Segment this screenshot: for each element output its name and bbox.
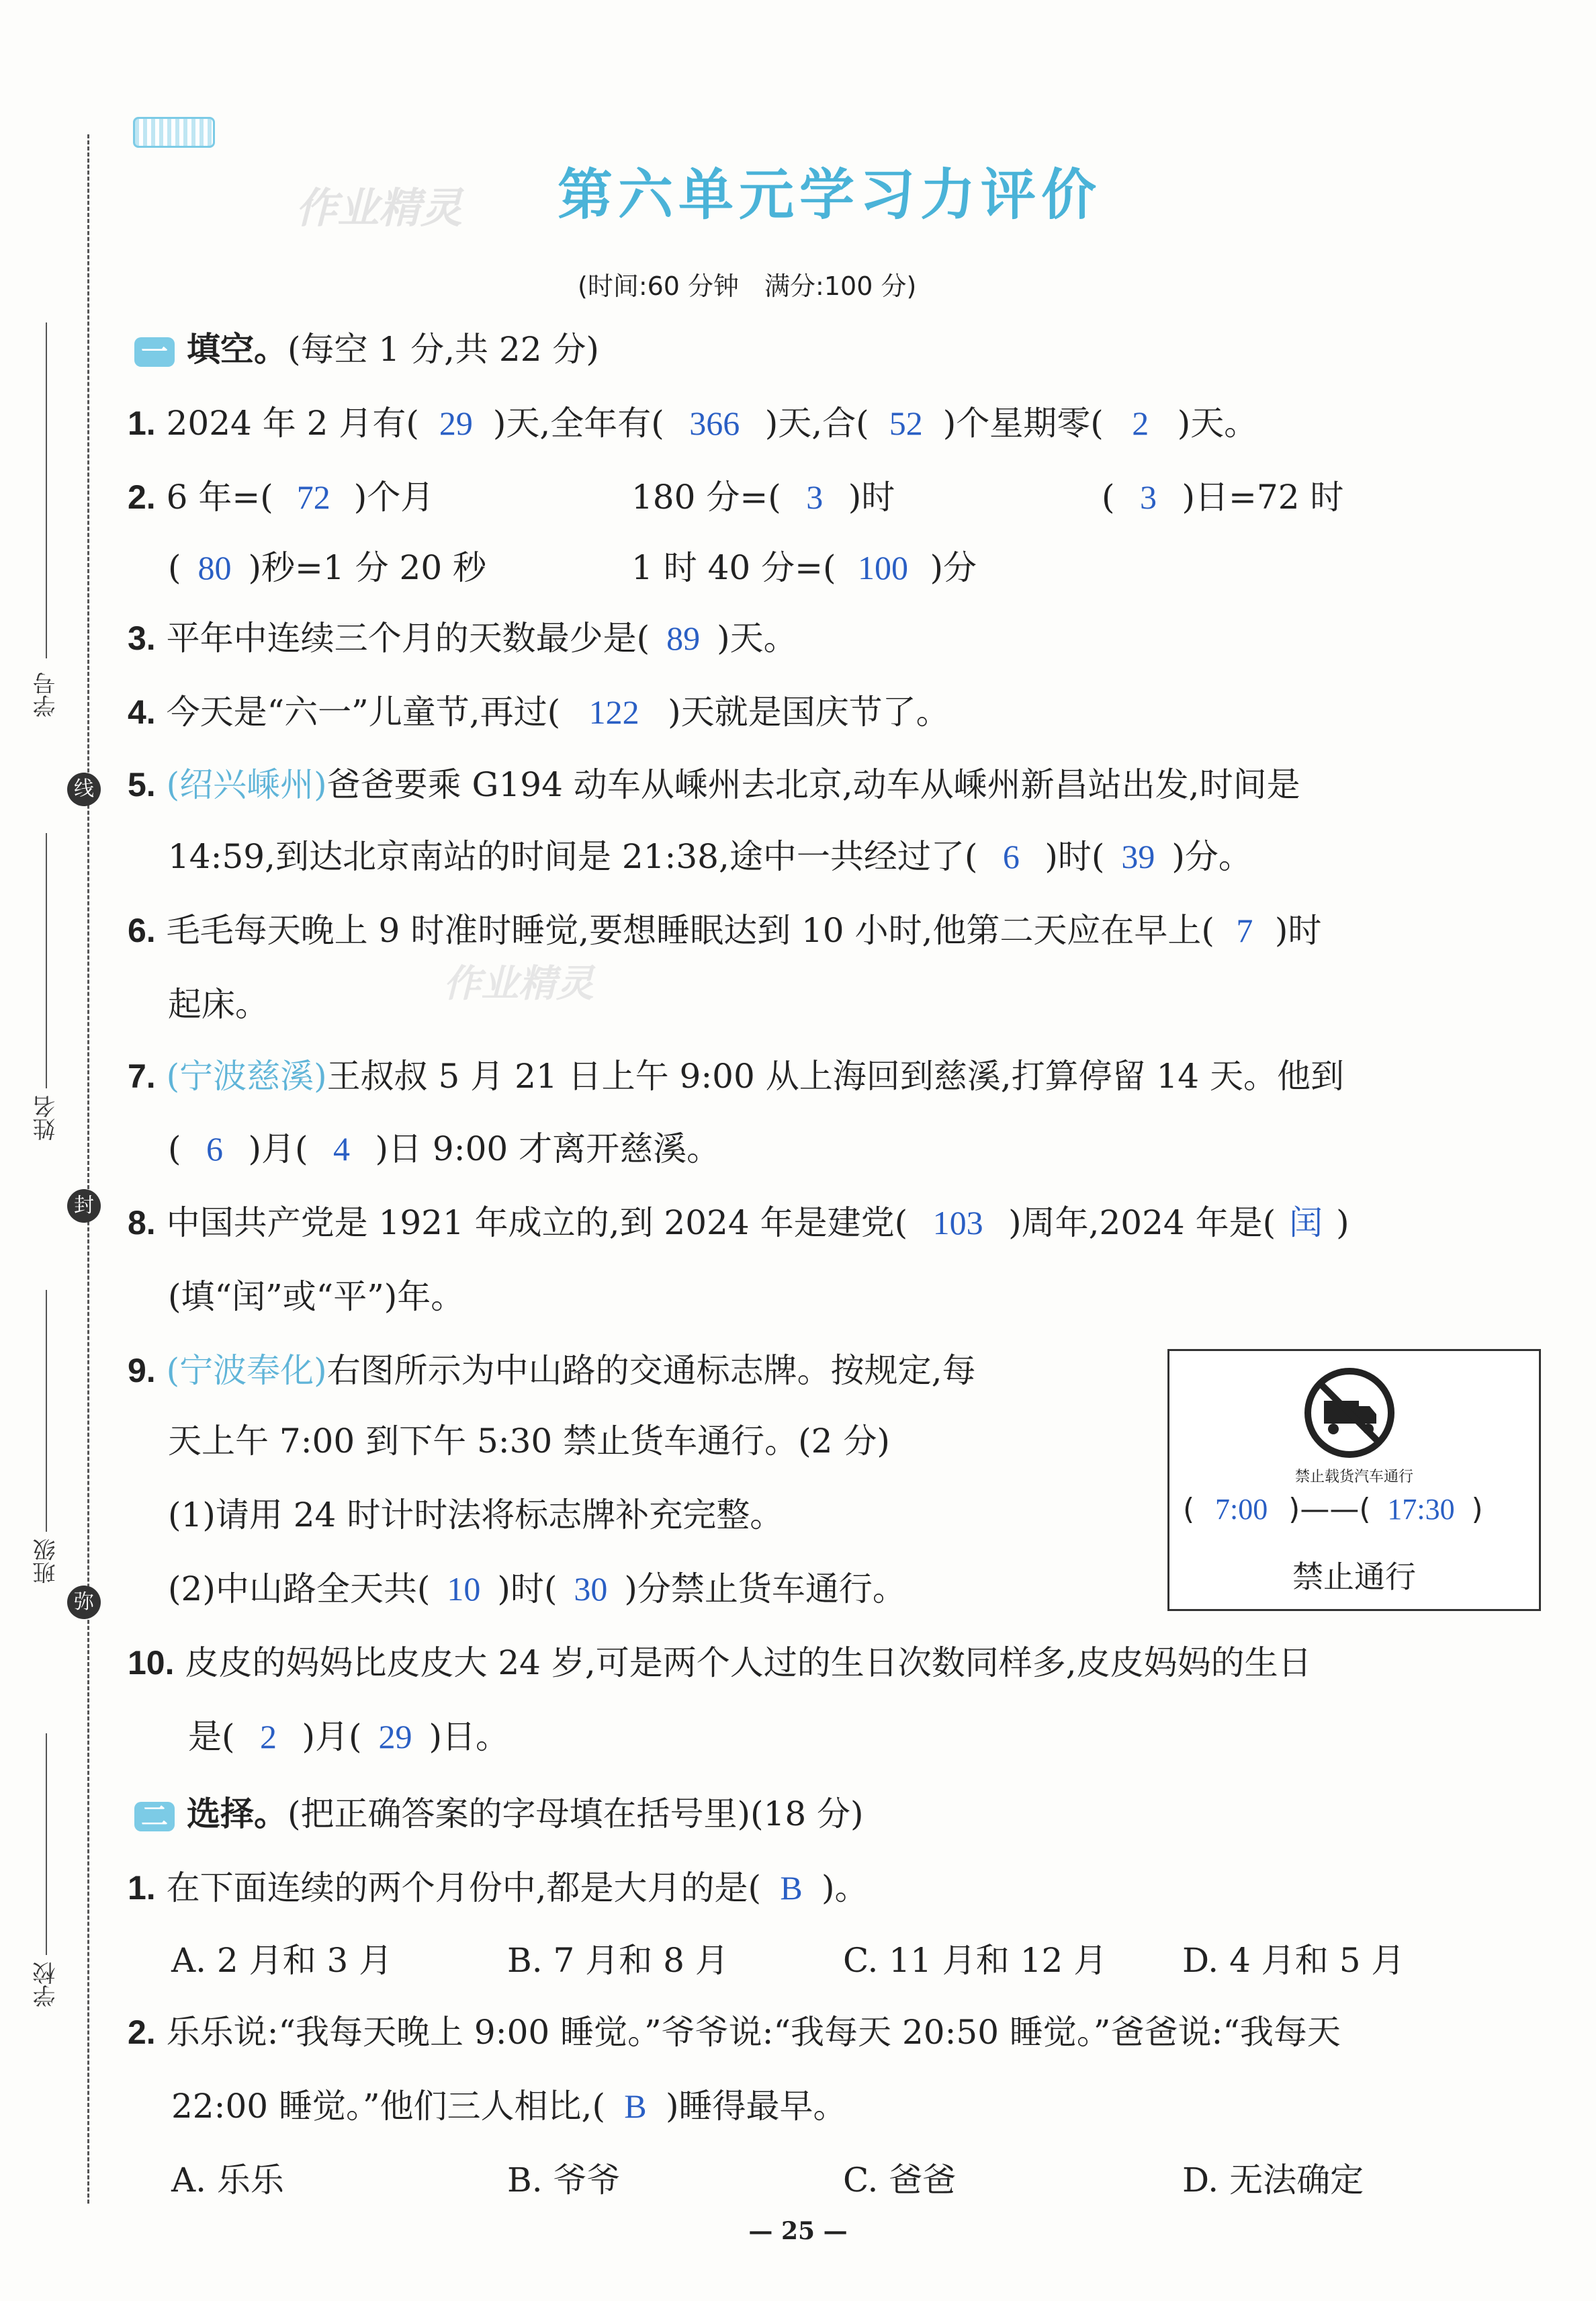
answer: 17:30	[1387, 1493, 1455, 1526]
no-truck-icon	[1304, 1367, 1395, 1459]
corner-badge	[133, 117, 215, 148]
choice-1-option-a: A. 2 月和 3 月	[171, 1941, 393, 1980]
margin-label-name: 姓名	[33, 1095, 60, 1141]
margin-circle-line: 线	[67, 773, 101, 806]
margin-label-school: 学校	[33, 1962, 60, 2007]
answer: 6	[206, 1130, 224, 1168]
answer: 366	[689, 404, 740, 442]
section-note: (每空 1 分,共 22 分)	[287, 330, 599, 369]
question-5-line2: 14:59,到达北京南站的时间是 21:38,途中一共经过了( 6 )时( 39 )分。	[168, 837, 1252, 876]
answer: 29	[439, 404, 473, 442]
choice-2-option-a: A. 乐乐	[171, 2161, 284, 2200]
question-2e: 1 时 40 分=( 100 )分	[631, 548, 977, 587]
traffic-sign-box	[1167, 1349, 1541, 1611]
answer: 10	[447, 1570, 481, 1608]
margin-label-student-id: 学号	[33, 672, 60, 718]
choice-1-option-b: B. 7 月和 8 月	[507, 1941, 729, 1980]
answer: 89	[666, 619, 701, 657]
question-2c: ( 3 )日=72 时	[1102, 478, 1344, 517]
section-badge: 二	[134, 1802, 175, 1831]
answer: 122	[588, 693, 639, 731]
answer: 39	[1121, 838, 1155, 875]
margin-underline	[46, 322, 47, 658]
section-badge: 一	[134, 337, 175, 367]
question-2: 2. 6 年=( 72 )个月	[128, 478, 435, 517]
page-number: — 25 —	[748, 2217, 848, 2245]
question-9: 9. (宁波奉化)右图所示为中山路的交通标志牌。按规定,每	[128, 1351, 976, 1390]
choice-2: 2. 乐乐说:“我每天晚上 9:00 睡觉。”爷爷说:“我每天 20:50 睡觉。”爸爸说:“我每天	[128, 2013, 1341, 2052]
question-5: 5. (绍兴嵊州)爸爸要乘 G194 动车从嵊州去北京,动车从嵊州新昌站出发,时间是	[128, 765, 1300, 804]
question-8-line2: (填“闰”或“平”)年。	[168, 1277, 465, 1316]
answer: 7:00	[1215, 1493, 1268, 1526]
margin-underline	[46, 1733, 47, 1955]
watermark: 作业精灵	[296, 183, 463, 232]
margin-circle-seal: 封	[67, 1189, 101, 1223]
page-title: 第六单元学习力评价	[558, 163, 1102, 227]
source-tag: (宁波慈溪)	[166, 1057, 327, 1096]
question-4: 4. 今天是“六一”儿童节,再过( 122 )天就是国庆节了。	[128, 693, 950, 732]
question-7-line2: ( 6 )月( 4 )日 9:00 才离开慈溪。	[168, 1129, 721, 1168]
choice-1-option-d: D. 4 月和 5 月	[1182, 1941, 1405, 1980]
margin-circle-mi: 弥	[67, 1586, 101, 1619]
answer: 30	[574, 1570, 608, 1608]
question-8: 8. 中国共产党是 1921 年成立的,到 2024 年是建党( 103 )周年,2024 年是( 闰 )	[128, 1203, 1349, 1242]
section-note: (把正确答案的字母填在括号里)(18 分)	[287, 1794, 864, 1833]
answer: 80	[197, 549, 232, 587]
answer: B	[624, 2087, 647, 2125]
choice-1: 1. 在下面连续的两个月份中,都是大月的是( B )。	[128, 1868, 869, 1907]
question-2d: ( 80 )秒=1 分 20 秒	[168, 548, 487, 587]
question-3: 3. 平年中连续三个月的天数最少是( 89 )天。	[128, 619, 797, 658]
question-6: 6. 毛毛每天晚上 9 时准时睡觉,要想睡眠达到 10 小时,他第二天应在早上( 7 )时	[128, 911, 1322, 950]
answer: 2	[260, 1718, 277, 1755]
binding-line	[87, 134, 89, 2204]
choice-2-option-b: B. 爷爷	[507, 2161, 621, 2200]
question-7: 7. (宁波慈溪)王叔叔 5 月 21 日上午 9:00 从上海回到慈溪,打算停留 14 天。他到	[128, 1057, 1345, 1096]
question-1: 1. 2024 年 2 月有( 29 )天,全年有( 366 )天,合( 52 )个星期零( 2 )天。	[128, 404, 1258, 443]
margin-underline	[46, 833, 47, 1088]
answer: 3	[1140, 478, 1157, 516]
source-tag: (宁波奉化)	[166, 1351, 327, 1390]
answer: B	[780, 1869, 803, 1907]
question-10: 10. 皮皮的妈妈比皮皮大 24 岁,可是两个人过的生日次数同样多,皮皮妈妈的生日	[128, 1643, 1312, 1682]
section-2-heading	[134, 1794, 864, 1834]
watermark: 作业精灵	[443, 962, 594, 1006]
margin-label-class: 班级	[33, 1538, 60, 1584]
answer: 3	[806, 478, 824, 516]
answer: 闰	[1289, 1204, 1323, 1242]
section-title: 填空。	[187, 330, 287, 369]
sign-times: ( 7:00 )——( 17:30 )	[1183, 1492, 1483, 1526]
question-6-line2: 起床。	[168, 985, 269, 1024]
section-title: 选择。	[187, 1794, 287, 1833]
answer: 7	[1236, 912, 1253, 949]
answer: 6	[1002, 838, 1020, 875]
choice-1-option-c: C. 11 月和 12 月	[843, 1941, 1108, 1980]
choice-2-line2: 22:00 睡觉。”他们三人相比,( B )睡得最早。	[171, 2087, 847, 2126]
question-9-part1: (1)请用 24 时计时法将标志牌补充完整。	[168, 1495, 784, 1534]
page-subtitle: (时间:60 分钟 满分:100 分)	[578, 271, 917, 301]
answer: 4	[333, 1130, 351, 1168]
answer: 100	[858, 549, 909, 587]
question-10-line2: 是( 2 )月( 29 )日。	[188, 1717, 510, 1756]
answer: 2	[1132, 404, 1149, 442]
answer: 29	[378, 1718, 412, 1755]
answer: 52	[889, 404, 923, 442]
source-tag: (绍兴嵊州)	[166, 765, 327, 804]
margin-underline	[46, 1290, 47, 1532]
answer: 103	[932, 1204, 983, 1242]
question-9-line2: 天上午 7:00 到下午 5:30 禁止货车通行。(2 分)	[168, 1422, 890, 1461]
sign-label: 禁止通行	[1292, 1559, 1416, 1595]
section-1-heading	[134, 329, 599, 370]
choice-2-option-c: C. 爸爸	[843, 2161, 957, 2200]
question-2b: 180 分=( 3 )时	[631, 478, 895, 517]
choice-2-option-d: D. 无法确定	[1182, 2161, 1364, 2200]
question-9-part2: (2)中山路全天共( 10 )时( 30 )分禁止货车通行。	[168, 1569, 906, 1608]
sign-caption: 禁止载货汽车通行	[1294, 1469, 1413, 1485]
answer: 72	[296, 478, 330, 516]
